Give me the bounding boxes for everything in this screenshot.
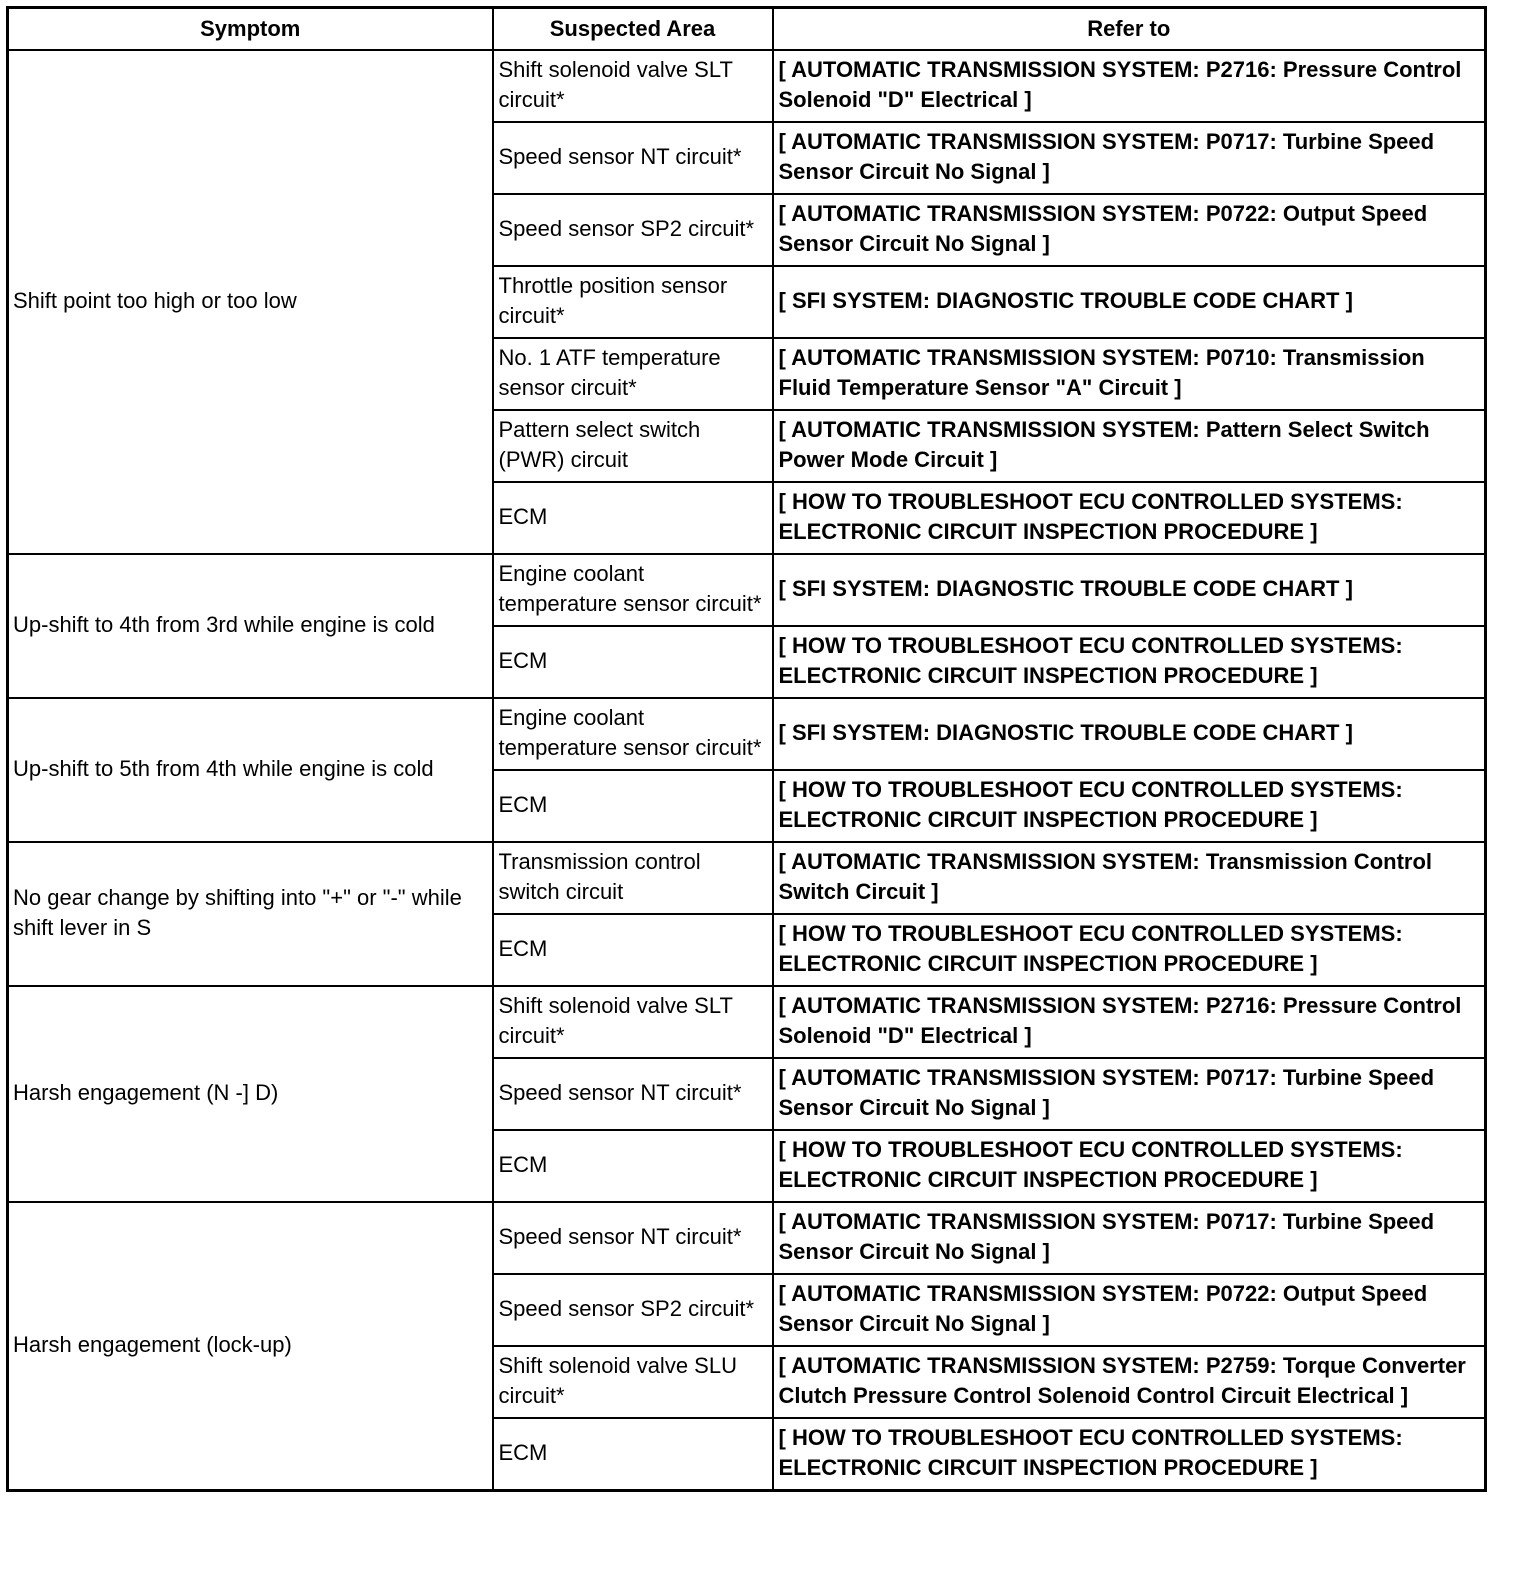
symptom-cell: Harsh engagement (N -] D): [8, 986, 493, 1202]
refer-to-link[interactable]: [ HOW TO TROUBLESHOOT ECU CONTROLLED SYSTEMS: ELECTRONIC CIRCUIT INSPECTION PROCEDURE ]: [773, 770, 1486, 842]
refer-to-link[interactable]: [ AUTOMATIC TRANSMISSION SYSTEM: Transmission Control Switch Circuit ]: [773, 842, 1486, 914]
suspected-area-cell: ECM: [493, 770, 773, 842]
symptom-cell: Shift point too high or too low: [8, 50, 493, 554]
refer-to-link[interactable]: [ AUTOMATIC TRANSMISSION SYSTEM: P0722: Output Speed Sensor Circuit No Signal ]: [773, 1274, 1486, 1346]
table-row: [8, 50, 1486, 122]
suspected-area-cell: Pattern select switch (PWR) circuit: [493, 410, 773, 482]
suspected-area-cell: Speed sensor SP2 circuit*: [493, 1274, 773, 1346]
suspected-area-cell: No. 1 ATF temperature sensor circuit*: [493, 338, 773, 410]
refer-to-link[interactable]: [ AUTOMATIC TRANSMISSION SYSTEM: P2759: Torque Converter Clutch Pressure Control Solenoid Control Circuit Electrical ]: [773, 1346, 1486, 1418]
suspected-area-cell: Speed sensor NT circuit*: [493, 1058, 773, 1130]
table-row: [8, 986, 1486, 1058]
suspected-area-cell: Speed sensor NT circuit*: [493, 1202, 773, 1274]
refer-to-link[interactable]: [ AUTOMATIC TRANSMISSION SYSTEM: P0710: Transmission Fluid Temperature Sensor "A" Circuit ]: [773, 338, 1486, 410]
suspected-area-cell: Engine coolant temperature sensor circuit*: [493, 554, 773, 626]
suspected-area-cell: ECM: [493, 1130, 773, 1202]
table-row: [8, 698, 1486, 770]
table-row: [8, 1202, 1486, 1274]
symptom-cell: Up-shift to 5th from 4th while engine is cold: [8, 698, 493, 842]
suspected-area-cell: Speed sensor NT circuit*: [493, 122, 773, 194]
suspected-area-cell: ECM: [493, 482, 773, 554]
refer-to-link[interactable]: [ AUTOMATIC TRANSMISSION SYSTEM: P0717: Turbine Speed Sensor Circuit No Signal ]: [773, 122, 1486, 194]
suspected-area-cell: Throttle position sensor circuit*: [493, 266, 773, 338]
refer-to-link[interactable]: [ SFI SYSTEM: DIAGNOSTIC TROUBLE CODE CHART ]: [773, 554, 1486, 626]
refer-to-link[interactable]: [ AUTOMATIC TRANSMISSION SYSTEM: P0722: Output Speed Sensor Circuit No Signal ]: [773, 194, 1486, 266]
suspected-area-cell: Shift solenoid valve SLT circuit*: [493, 50, 773, 122]
refer-to-link[interactable]: [ HOW TO TROUBLESHOOT ECU CONTROLLED SYSTEMS: ELECTRONIC CIRCUIT INSPECTION PROCEDURE ]: [773, 1418, 1486, 1491]
refer-to-link[interactable]: [ HOW TO TROUBLESHOOT ECU CONTROLLED SYSTEMS: ELECTRONIC CIRCUIT INSPECTION PROCEDURE ]: [773, 626, 1486, 698]
refer-to-link[interactable]: [ HOW TO TROUBLESHOOT ECU CONTROLLED SYSTEMS: ELECTRONIC CIRCUIT INSPECTION PROCEDURE ]: [773, 1130, 1486, 1202]
table-row: [8, 554, 1486, 626]
symptom-cell: Up-shift to 4th from 3rd while engine is cold: [8, 554, 493, 698]
suspected-area-cell: ECM: [493, 626, 773, 698]
header-refer-to: Refer to: [773, 8, 1486, 51]
refer-to-link[interactable]: [ HOW TO TROUBLESHOOT ECU CONTROLLED SYSTEMS: ELECTRONIC CIRCUIT INSPECTION PROCEDURE ]: [773, 482, 1486, 554]
refer-to-link[interactable]: [ AUTOMATIC TRANSMISSION SYSTEM: P0717: Turbine Speed Sensor Circuit No Signal ]: [773, 1202, 1486, 1274]
refer-to-link[interactable]: [ SFI SYSTEM: DIAGNOSTIC TROUBLE CODE CHART ]: [773, 266, 1486, 338]
suspected-area-cell: ECM: [493, 1418, 773, 1491]
header-row: [8, 8, 1486, 51]
troubleshooting-table: [6, 6, 1487, 1492]
suspected-area-cell: Shift solenoid valve SLU circuit*: [493, 1346, 773, 1418]
symptom-cell: No gear change by shifting into "+" or "-" while shift lever in S: [8, 842, 493, 986]
refer-to-link[interactable]: [ SFI SYSTEM: DIAGNOSTIC TROUBLE CODE CHART ]: [773, 698, 1486, 770]
refer-to-link[interactable]: [ AUTOMATIC TRANSMISSION SYSTEM: P0717: Turbine Speed Sensor Circuit No Signal ]: [773, 1058, 1486, 1130]
suspected-area-cell: Transmission control switch circuit: [493, 842, 773, 914]
symptom-cell: Harsh engagement (lock-up): [8, 1202, 493, 1491]
suspected-area-cell: Speed sensor SP2 circuit*: [493, 194, 773, 266]
refer-to-link[interactable]: [ HOW TO TROUBLESHOOT ECU CONTROLLED SYSTEMS: ELECTRONIC CIRCUIT INSPECTION PROCEDURE ]: [773, 914, 1486, 986]
header-suspected-area: Suspected Area: [493, 8, 773, 51]
suspected-area-cell: Shift solenoid valve SLT circuit*: [493, 986, 773, 1058]
refer-to-link[interactable]: [ AUTOMATIC TRANSMISSION SYSTEM: P2716: Pressure Control Solenoid "D" Electrical ]: [773, 50, 1486, 122]
suspected-area-cell: Engine coolant temperature sensor circuit*: [493, 698, 773, 770]
header-symptom: Symptom: [8, 8, 493, 51]
suspected-area-cell: ECM: [493, 914, 773, 986]
refer-to-link[interactable]: [ AUTOMATIC TRANSMISSION SYSTEM: Pattern Select Switch Power Mode Circuit ]: [773, 410, 1486, 482]
table-body: [8, 50, 1486, 1491]
refer-to-link[interactable]: [ AUTOMATIC TRANSMISSION SYSTEM: P2716: Pressure Control Solenoid "D" Electrical ]: [773, 986, 1486, 1058]
table-row: [8, 842, 1486, 914]
